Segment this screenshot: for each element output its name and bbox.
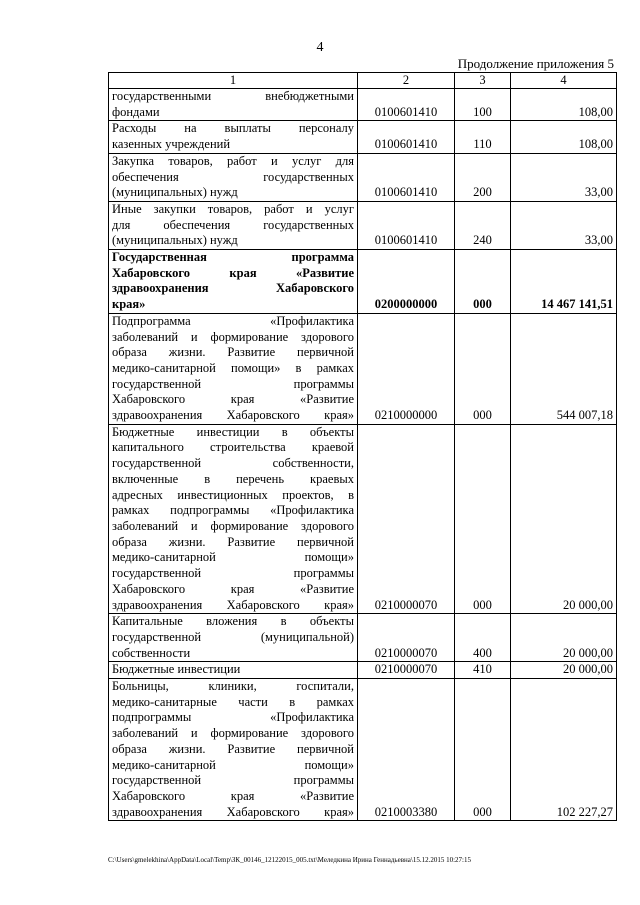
column-header: 4 xyxy=(511,73,617,89)
description-line: государственной программы xyxy=(112,566,354,581)
row-description xyxy=(109,153,358,201)
description-line: Хабаровского края «Развитие xyxy=(112,581,354,596)
row-code: 0210000000 xyxy=(358,313,455,424)
description-line: государственной (муниципальной) xyxy=(112,629,354,644)
description-line: заболеваний и формирование здорового xyxy=(112,518,354,533)
description-line: капитального строительства краевой xyxy=(112,440,354,455)
row-expense-type: 100 xyxy=(455,89,511,121)
row-expense-type: 000 xyxy=(455,679,511,821)
description-line: Государственная программа xyxy=(112,250,354,265)
row-code: 0100601410 xyxy=(358,153,455,201)
description-line: рамках подпрограммы «Профилактика xyxy=(112,503,354,518)
row-code: 0210003380 xyxy=(358,679,455,821)
description-line: государственной собственности, xyxy=(112,456,354,471)
description-line: заболеваний и формирование здорового xyxy=(112,726,354,741)
row-expense-type: 410 xyxy=(455,662,511,679)
description-line: медико-санитарной помощи» в рамках xyxy=(112,360,354,375)
row-amount: 20 000,00 xyxy=(511,614,617,662)
row-description xyxy=(109,662,358,679)
description-line: здравоохранения Хабаровского края» xyxy=(112,804,354,819)
description-line: Иные закупки товаров, работ и услуг xyxy=(112,201,354,216)
description-line: образа жизни. Развитие первичной xyxy=(112,345,354,360)
row-code: 0100601410 xyxy=(358,121,455,153)
table-row xyxy=(109,614,617,662)
description-line: края» xyxy=(112,297,146,312)
description-line: Бюджетные инвестиции в объекты xyxy=(112,424,354,439)
description-line: заболеваний и формирование здорового xyxy=(112,329,354,344)
row-amount: 33,00 xyxy=(511,201,617,249)
row-expense-type: 000 xyxy=(455,250,511,314)
description-line: здравоохранения Хабаровского края» xyxy=(112,597,354,612)
description-line: медико-санитарные части в рамках xyxy=(112,694,354,709)
row-expense-type: 000 xyxy=(455,313,511,424)
appendix-continuation-label: Продолжение приложения 5 xyxy=(457,56,614,71)
description-line: Хабаровского края «Развитие xyxy=(112,788,354,803)
description-line: собственности xyxy=(112,645,191,660)
table-row xyxy=(109,201,617,249)
description-line: Хабаровского края «Развитие xyxy=(112,265,354,280)
description-line: для обеспечения государственных xyxy=(112,217,354,232)
row-expense-type: 000 xyxy=(455,424,511,613)
row-amount: 544 007,18 xyxy=(511,313,617,424)
column-header: 3 xyxy=(455,73,511,89)
description-line: медико-санитарной помощи» xyxy=(112,550,354,565)
row-description xyxy=(109,89,358,121)
description-line: Больницы, клиники, госпитали, xyxy=(112,679,354,694)
description-line: казенных учреждений xyxy=(112,137,231,152)
table-header-row xyxy=(109,73,617,89)
table-row xyxy=(109,89,617,121)
description-line: адресных инвестиционных проектов, в xyxy=(112,487,354,502)
row-code: 0210000070 xyxy=(358,662,455,679)
row-amount: 14 467 141,51 xyxy=(511,250,617,314)
row-description xyxy=(109,121,358,153)
description-line: Расходы на выплаты персоналу xyxy=(112,121,354,136)
description-line: (муниципальных) нужд xyxy=(112,233,238,248)
description-line: Хабаровского края «Развитие xyxy=(112,392,354,407)
row-amount: 102 227,27 xyxy=(511,679,617,821)
description-line: здравоохранения Хабаровского xyxy=(112,281,354,296)
row-code: 0210000070 xyxy=(358,614,455,662)
row-description xyxy=(109,313,358,424)
row-description xyxy=(109,614,358,662)
description-line: включенные в перечень краевых xyxy=(112,471,354,486)
description-line: образа жизни. Развитие первичной xyxy=(112,534,354,549)
row-code: 0200000000 xyxy=(358,250,455,314)
budget-table xyxy=(108,72,617,821)
table-row xyxy=(109,121,617,153)
row-expense-type: 240 xyxy=(455,201,511,249)
description-line: обеспечения государственных xyxy=(112,169,354,184)
row-code: 0100601410 xyxy=(358,89,455,121)
row-description xyxy=(109,424,358,613)
row-code: 0100601410 xyxy=(358,201,455,249)
row-amount: 20 000,00 xyxy=(511,662,617,679)
description-line: (муниципальных) нужд xyxy=(112,185,238,200)
table-body xyxy=(109,89,617,821)
row-description xyxy=(109,250,358,314)
table-row xyxy=(109,662,617,679)
file-path-footer: C:\Users\gmelekhina\AppData\Local\Temp\ЗК_00146_12122015_005.txt\Меледкина Ирина Геннадьевна\15.12.2015 10:27:15 xyxy=(108,856,471,864)
description-line: Закупка товаров, работ и услуг для xyxy=(112,153,354,168)
description-line: медико-санитарной помощи» xyxy=(112,757,354,772)
description-line: государственной программы xyxy=(112,773,354,788)
description-line: образа жизни. Развитие первичной xyxy=(112,741,354,756)
description-line: Капитальные вложения в объекты xyxy=(112,614,354,629)
description-line: государственными внебюджетными xyxy=(112,89,354,103)
description-line: Подпрограмма «Профилактика xyxy=(112,313,354,328)
row-amount: 108,00 xyxy=(511,121,617,153)
row-expense-type: 110 xyxy=(455,121,511,153)
row-expense-type: 400 xyxy=(455,614,511,662)
column-header: 2 xyxy=(358,73,455,89)
table-row xyxy=(109,250,617,314)
row-amount: 108,00 xyxy=(511,89,617,121)
row-amount: 20 000,00 xyxy=(511,424,617,613)
row-description xyxy=(109,679,358,821)
table-row xyxy=(109,313,617,424)
description-line: фондами xyxy=(112,104,160,119)
row-description xyxy=(109,201,358,249)
row-code: 0210000070 xyxy=(358,424,455,613)
row-amount: 33,00 xyxy=(511,153,617,201)
column-header: 1 xyxy=(109,73,358,89)
table-row xyxy=(109,153,617,201)
description-line: подпрограммы «Профилактика xyxy=(112,710,354,725)
table-row xyxy=(109,424,617,613)
row-expense-type: 200 xyxy=(455,153,511,201)
description-line: Бюджетные инвестиции xyxy=(112,662,241,677)
page-number: 4 xyxy=(316,40,324,55)
table-row xyxy=(109,679,617,821)
description-line: государственной программы xyxy=(112,376,354,391)
description-line: здравоохранения Хабаровского края» xyxy=(112,408,354,423)
